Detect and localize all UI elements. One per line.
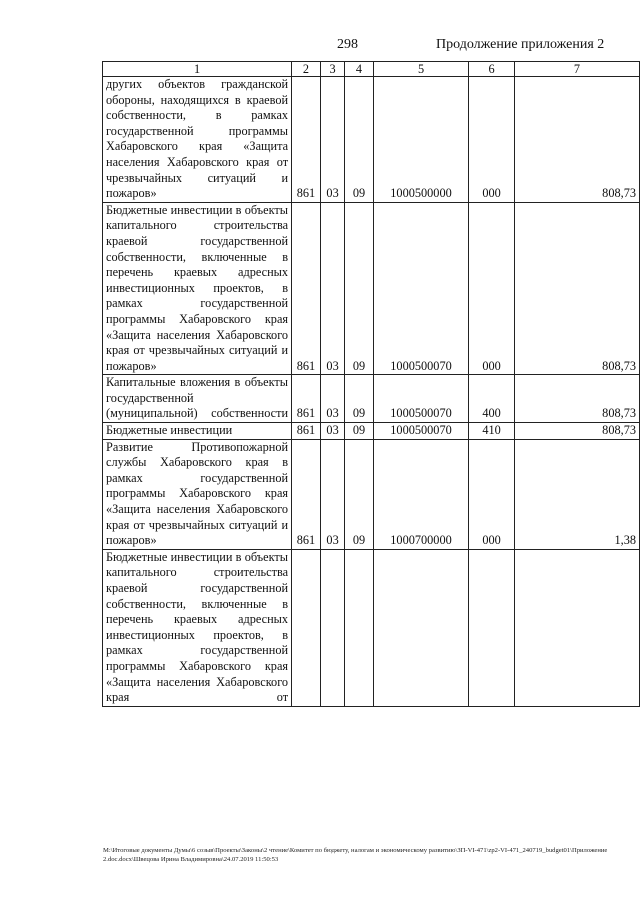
subsection-code: 09	[345, 77, 373, 203]
section-code	[320, 549, 345, 706]
expense-type-code: 000	[469, 77, 514, 203]
table-row	[103, 549, 640, 706]
row-description: Бюджетные инвестиции	[103, 423, 292, 440]
column-header: 6	[469, 62, 514, 77]
row-description: Бюджетные инвестиции в объекты капитального строительства краевой государственной собственности, включенные в перечень краевых адресных инвестиционных проектов, в рамках государственной программы Хабаровского края «Защита населения Хабаровского края от чрезвычайных ситуаций и пожаров»	[103, 202, 292, 375]
row-description: Бюджетные инвестиции в объекты капитального строительства краевой государственной собственности, включенные в перечень краевых адресных инвестиционных проектов, в рамках государственной программы Хабаровского края «Защита населения Хабаровского края от	[103, 549, 292, 706]
target-code	[373, 549, 469, 706]
file-path-footer: M:\Итоговые документы Думы\6 созыв\Проекты\Законы\2 чтение\Комитет по бюджету, налогам и экономическому развитию\ЗП-VI-471\zp2-VI-471_240719_budget01\Приложение 2.doc.docx\Швецова Ирина Владимировна\24.07.2019 11:50:53	[103, 847, 608, 863]
amount-value: 808,73	[514, 423, 639, 440]
target-code: 1000500070	[373, 423, 469, 440]
target-code: 1000500070	[373, 375, 469, 423]
target-code: 1000500070	[373, 202, 469, 375]
column-header: 4	[345, 62, 373, 77]
section-code: 03	[320, 423, 345, 440]
row-description: Капитальные вложения в объекты государственной (муниципальной) собственности	[103, 375, 292, 423]
ministry-code: 861	[292, 423, 321, 440]
table-row	[103, 375, 640, 423]
column-header: 7	[514, 62, 639, 77]
ministry-code: 861	[292, 77, 321, 203]
subsection-code: 09	[345, 439, 373, 549]
row-description: других объектов гражданской обороны, находящихся в краевой собственности, в рамках государственной программы Хабаровского края «Защита населения Хабаровского края от чрезвычайных ситуаций и пожаров»	[103, 77, 292, 203]
column-header: 1	[103, 62, 292, 77]
section-code: 03	[320, 202, 345, 375]
section-code: 03	[320, 439, 345, 549]
table-row	[103, 77, 640, 203]
expense-type-code: 410	[469, 423, 514, 440]
expense-type-code	[469, 549, 514, 706]
expense-type-code: 400	[469, 375, 514, 423]
column-header: 5	[373, 62, 469, 77]
ministry-code: 861	[292, 375, 321, 423]
amount-value: 808,73	[514, 77, 639, 203]
page-number: 298	[337, 37, 358, 52]
subsection-code: 09	[345, 202, 373, 375]
column-header: 2	[292, 62, 321, 77]
continuation-label: Продолжение приложения 2	[436, 37, 605, 52]
target-code: 1000500000	[373, 77, 469, 203]
amount-value: 808,73	[514, 375, 639, 423]
subsection-code: 09	[345, 375, 373, 423]
target-code: 1000700000	[373, 439, 469, 549]
table-row	[103, 202, 640, 375]
ministry-code	[292, 549, 321, 706]
amount-value: 1,38	[514, 439, 639, 549]
section-code: 03	[320, 375, 345, 423]
budget-table	[102, 61, 640, 707]
section-code: 03	[320, 77, 345, 203]
expense-type-code: 000	[469, 439, 514, 549]
table-row	[103, 423, 640, 440]
header-row	[103, 62, 640, 77]
amount-value	[514, 549, 639, 706]
amount-value: 808,73	[514, 202, 639, 375]
expense-type-code: 000	[469, 202, 514, 375]
row-description: Развитие Противопожарной службы Хабаровского края в рамках государственной программы Хабаровского края «Защита населения Хабаровского края от чрезвычайных ситуаций и пожаров»	[103, 439, 292, 549]
ministry-code: 861	[292, 439, 321, 549]
subsection-code: 09	[345, 423, 373, 440]
subsection-code	[345, 549, 373, 706]
ministry-code: 861	[292, 202, 321, 375]
column-header: 3	[320, 62, 345, 77]
table-row	[103, 439, 640, 549]
